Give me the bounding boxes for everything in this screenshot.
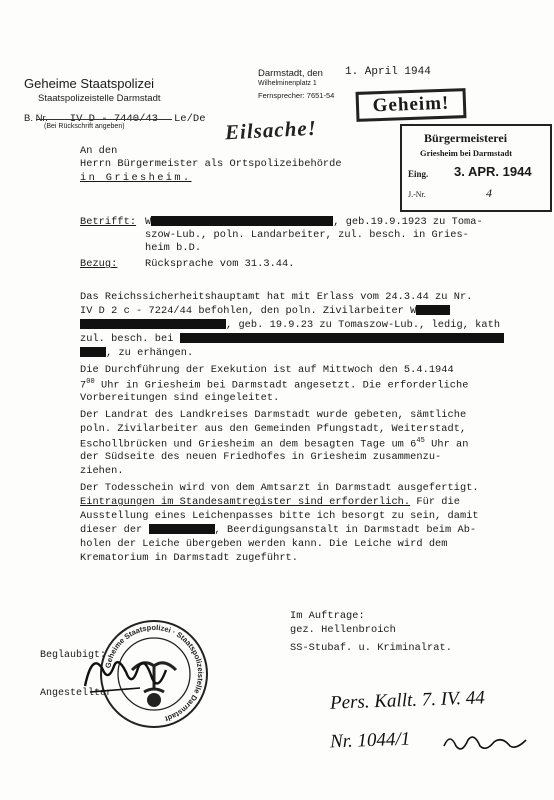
p1-line-4-text: zul. besch. bei <box>80 333 174 345</box>
p3-line-2: poln. Zivilarbeiter aus den Gemeinden Pfungstadt, Weiterstadt, <box>80 423 467 435</box>
betrifft-line-1 <box>145 216 483 228</box>
p1-line-5-text: , zu erhängen. <box>106 347 194 359</box>
p4-line-1: Der Todesschein wird von dem Amtsarzt in Darmstadt ausgefertigt. <box>80 482 479 494</box>
p3-line-3-text: Eschollbrücken und Griesheim an dem besagten Tage um 6 <box>80 438 417 451</box>
redacted-name <box>151 216 333 226</box>
org-name: Geheime Staatspolizei <box>24 76 155 91</box>
p2-line-2 <box>80 378 469 391</box>
p2-line-2-text: Uhr in Griesheim bei Darmstadt angesetzt. Die erforderliche <box>94 379 469 392</box>
handwritten-signature <box>80 648 170 703</box>
handwritten-note-2: Nr. 1044/1 <box>329 728 411 753</box>
p4-underlined-text: Eintragungen im Standesamtregister sind erforderlich. <box>80 496 411 508</box>
p1-line-2-text: IV D 2 c - 7224/44 befohlen, den poln. Zivilarbeiter W <box>80 305 417 317</box>
p4-line-5: holen der Leiche übergeben werden kann. Die Leiche wird dem <box>80 538 448 550</box>
p2-time-minutes: 00 <box>86 378 95 386</box>
p1-line-5 <box>80 347 193 359</box>
receipt-stamp <box>400 124 552 212</box>
beglaubigt-label: Beglaubigt: <box>40 650 107 661</box>
recipient-line-3: in Griesheim. <box>80 172 192 184</box>
office-name: Staatspolizeistelle Darmstadt <box>38 93 161 104</box>
p2-line-3: Vorbereitungen sind eingeleitet. <box>80 392 280 404</box>
p1-line-3-text: , geb. 19.9.23 zu Tomaszow-Lub., ledig, kath <box>226 319 501 331</box>
betrifft-line-2: szow-Lub., poln. Landarbeiter, zul. besch. in Gries- <box>145 229 469 241</box>
p3-line-4: der Südseite des neuen Friedhofes in Griesheim zusammenzu- <box>80 451 442 463</box>
p2-line-1: Die Durchführung der Exekution ist auf Mittwoch den 5.4.1944 <box>80 364 454 376</box>
p4-line-3: Ausstellung eines Leichenpasses bitte ich besorgt zu sein, damit <box>80 510 479 522</box>
office-phone: Fernsprecher: 7651-54 <box>258 91 335 100</box>
bezug-label: Bezug: <box>80 258 118 270</box>
receipt-jnr-value: 4 <box>486 186 492 200</box>
bnr-label: B. Nr. <box>24 113 48 124</box>
office-address: Wilhelminenplatz 1 <box>258 80 317 87</box>
p4-line-2-end: Für die <box>410 496 460 508</box>
p4-line-4-end: , Beerdigungsanstalt in Darmstadt beim Ab- <box>214 524 477 536</box>
bnr-suffix: Le/De <box>173 113 206 125</box>
eilsache-stamp: Eilsache! <box>224 115 318 145</box>
p3-time-minutes: 45 <box>416 437 425 445</box>
geheim-stamp-text: Geheim! <box>372 92 450 117</box>
receipt-jnr-label: J.-Nr. <box>408 190 426 199</box>
p3-line-5: ziehen. <box>80 465 124 477</box>
p3-line-3 <box>80 437 469 450</box>
signature-line-3: SS-Stubaf. u. Kriminalrat. <box>290 642 452 654</box>
signature-line-2: gez. Hellenbroich <box>290 624 396 636</box>
bnr-value: IV D - 7440/43 <box>69 113 158 125</box>
recipient-line-1: An den <box>80 145 118 157</box>
p1-line-2 <box>80 305 450 317</box>
betrifft-line-3: heim b.D. <box>145 242 202 254</box>
bnr-underline <box>36 119 172 120</box>
p1-line-3 <box>80 319 500 331</box>
receipt-place: Griesheim bei Darmstadt <box>420 148 513 158</box>
betrifft-label: Betrifft: <box>80 216 137 228</box>
city-label: Darmstadt, den <box>258 68 323 79</box>
bnr-note: (Bei Rückschrift angeben) <box>44 123 125 130</box>
receipt-title: Bürgermeisterei <box>424 131 508 145</box>
p1-line-4 <box>80 333 504 345</box>
geheim-stamp <box>356 88 467 122</box>
handwritten-note-1: Pers. Kallt. 7. IV. 44 <box>329 687 486 714</box>
letter-date: 1. April 1944 <box>345 66 431 78</box>
redacted-name <box>416 305 450 315</box>
angestellter-label: Angestellter <box>40 688 113 699</box>
betrifft-prefix: W <box>145 216 152 228</box>
redacted-name <box>149 524 215 534</box>
p3-line-3-end: Uhr an <box>424 438 469 451</box>
redacted-name <box>80 319 226 329</box>
p3-line-1: Der Landrat des Landkreises Darmstadt wurde gebeten, sämtliche <box>80 409 467 421</box>
recipient-line-2: Herrn Bürgermeister als Ortspolizeibehörde <box>80 158 342 170</box>
p4-line-4 <box>80 524 476 536</box>
bezug-text: Rücksprache vom 31.3.44. <box>145 258 295 270</box>
p4-line-2 <box>80 496 460 508</box>
p1-line-1: Das Reichssicherheitshauptamt hat mit Erlass vom 24.3.44 zu Nr. <box>80 291 473 303</box>
receipt-date: 3. APR. 1944 <box>454 164 532 179</box>
signature-line-1: Im Auftrage: <box>290 610 365 622</box>
redacted-name <box>80 347 106 357</box>
redacted-employer <box>180 333 504 343</box>
p4-line-6: Krematorium in Darmstadt zugeführt. <box>80 552 299 564</box>
p2-time-hour: 7 <box>80 379 87 392</box>
p4-line-4-text: dieser der <box>80 524 143 536</box>
seal-text: Geheime Staatspolizei · Staatspolizeistelle Darmstadt <box>103 622 206 724</box>
betrifft-text-1: , geb.19.9.1923 zu Toma- <box>333 216 483 228</box>
receipt-eing-label: Eing. <box>408 169 429 179</box>
handwritten-initials <box>440 728 530 754</box>
